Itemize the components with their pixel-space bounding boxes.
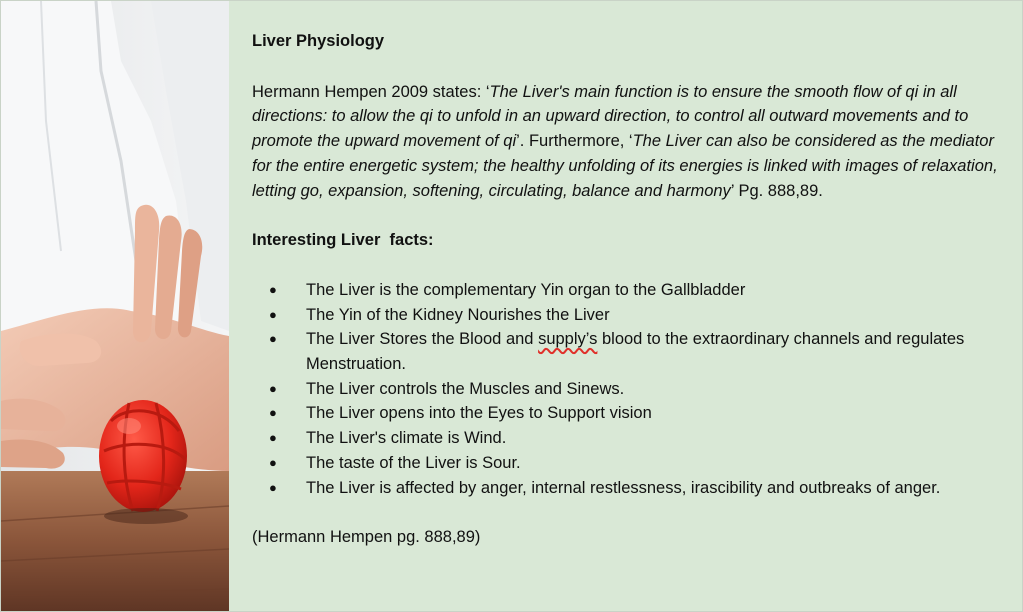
quote-mediator: The Liver can also be considered as the mediator for the entire energetic system; the healthy unfolding of its energies is linked with images of relaxation, letting go, expansion, softening, circulating, balance and harmony	[252, 132, 998, 200]
list-item	[252, 451, 1006, 476]
fact-text: The Liver is the complementary Yin organ to the Gallbladder	[306, 280, 746, 299]
bullet-icon: ●	[269, 281, 277, 297]
fact-text: The Yin of the Kidney Nourishes the Liver	[306, 305, 610, 324]
facts-list	[252, 278, 1012, 500]
bullet-icon: ●	[269, 331, 277, 347]
source-citation: (Hermann Hempen pg. 888,89)	[252, 528, 481, 547]
paragraph-intro: Hermann Hempen 2009 states: ‘	[252, 82, 490, 101]
paragraph-mid: ’. Furthermore, ‘	[516, 132, 633, 151]
quote-main-function: The Liver's main function is to ensure the smooth flow of qi in all directions: to allow the qi to unfold in an upward direction, to control all outward movements and to promote the upward movement of qi	[252, 82, 969, 151]
bullet-icon: ●	[269, 380, 277, 396]
list-item	[252, 278, 1006, 303]
slide-title: Liver Physiology	[252, 32, 385, 50]
list-item	[252, 327, 1006, 376]
fact-text: The Liver is affected by anger, internal restlessness, irascibility and outbreaks of anger.	[306, 478, 941, 497]
bullet-icon: ●	[269, 430, 277, 446]
acupressure-photo	[1, 1, 229, 612]
list-item	[252, 476, 1006, 501]
facts-heading: Interesting Liver facts:	[252, 231, 434, 250]
list-item	[252, 426, 1006, 451]
spellcheck-flagged-word[interactable]: supply’s	[538, 330, 598, 349]
text-content	[252, 29, 1012, 550]
fact-text: The taste of the Liver is Sour.	[306, 453, 521, 472]
fact-text: The Liver's climate is Wind.	[306, 429, 507, 448]
photo-illustration	[1, 1, 229, 612]
fact-text-pre: The Liver Stores the Blood and	[306, 330, 539, 349]
fact-text: The Liver opens into the Eyes to Support vision	[306, 404, 652, 423]
paragraph-citation: ’ Pg. 888,89.	[730, 181, 823, 200]
bullet-icon: ●	[269, 479, 277, 495]
list-item	[252, 303, 1006, 328]
hempen-quote-paragraph	[252, 80, 1012, 204]
fact-text-post: blood to the extraordinary channels and regulates Menstruation.	[306, 330, 965, 374]
list-item	[252, 377, 1006, 402]
bullet-icon: ●	[269, 454, 277, 470]
bullet-icon: ●	[269, 405, 277, 421]
fact-text: The Liver controls the Muscles and Sinews.	[306, 379, 625, 398]
bullet-icon: ●	[269, 306, 277, 322]
list-item	[252, 401, 1006, 426]
